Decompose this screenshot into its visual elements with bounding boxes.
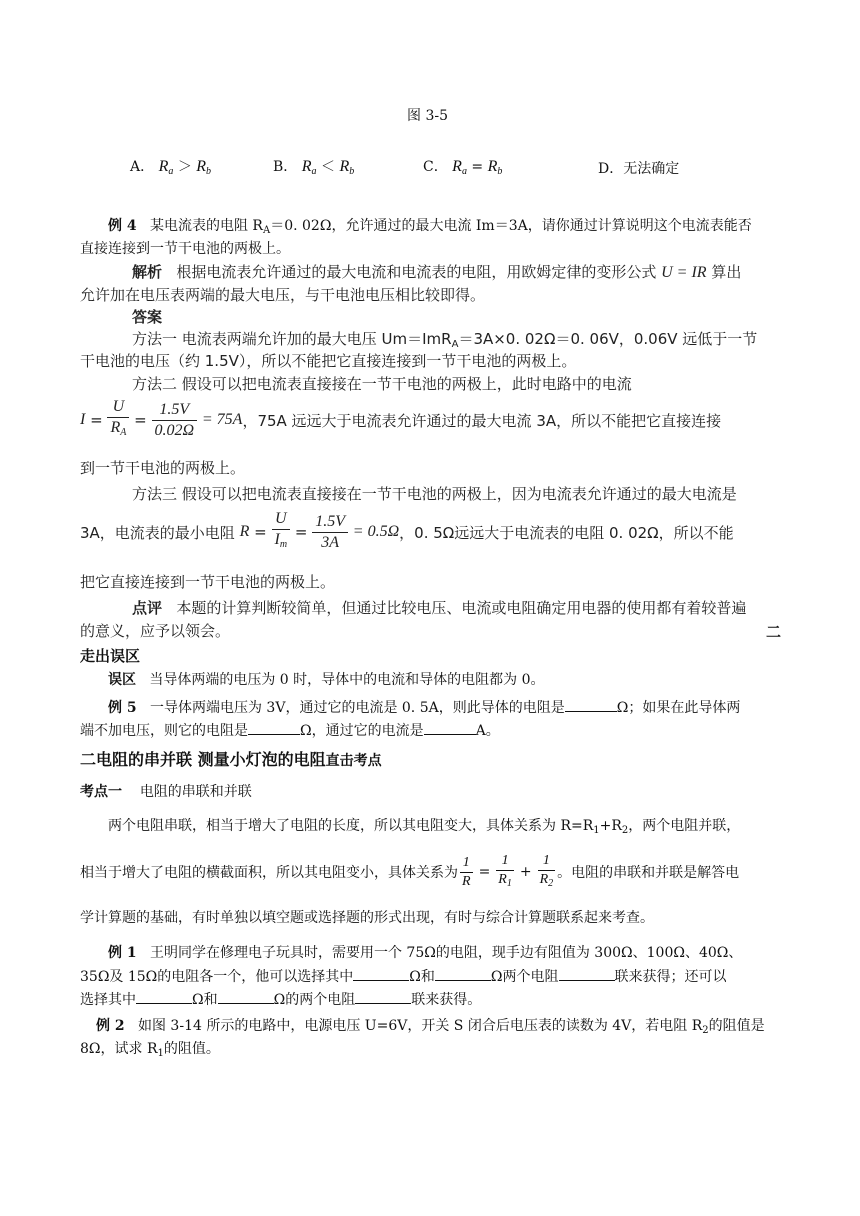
m2-frac2-num: 1.5V (152, 400, 198, 421)
misconception-heading: 走出误区 (80, 647, 141, 665)
m3-frac2-num: 1.5V (312, 512, 348, 533)
m2-eq2: = (134, 411, 147, 429)
m2-I: I (80, 411, 86, 428)
analysis-formula: U = IR (661, 264, 707, 281)
sp-frac-R (460, 854, 473, 891)
m2-frac1-den-main: R (110, 419, 121, 436)
example2-t2-sub: 1 (157, 1048, 164, 1059)
sp-frac-R2-den (538, 871, 556, 893)
kaodian1-text: 电阻的串联和并联 (139, 784, 252, 800)
example5-blank3[interactable] (424, 734, 476, 735)
sp-frac-R2-den-main: R (539, 871, 549, 887)
option-c-rhs-sub: b (497, 166, 503, 177)
example2-line2 (80, 1039, 785, 1064)
answer-m2-line3: 到一节干电池的两极上。 (80, 459, 246, 477)
m3-tail: ，0. 5Ω远远大于电流表的电阻 0. 02Ω，所以不能 (399, 523, 734, 542)
answer-m1a: 方法一 电流表两端允许加的最大电压 Um＝ImR (132, 330, 452, 348)
m2-result: = 75A (201, 411, 243, 428)
option-b-lhs: R (301, 158, 312, 175)
example5-t1: 一导体两端电压为 3V，通过它的电流是 0. 5A，则此导体的电阻是 (149, 700, 565, 716)
sp-p1b: +R (599, 818, 622, 834)
example5-blank1[interactable] (565, 711, 617, 712)
misconception-text: 当导体两端的电压为 0 时，导体中的电流和导体的电阻都为 0。 (149, 672, 545, 688)
option-c-lhs-sub: a (461, 166, 467, 177)
sp-line3: 学计算题的基础，有时单独以填空题或选择题的形式出现，有时与综合计算题联系起来考查。 (80, 910, 654, 926)
option-b-rhs: R (339, 158, 350, 175)
example5-t2: Ω；如果在此导体两 (616, 700, 741, 716)
sp-eq: = (478, 864, 491, 880)
comment-label: 点评 (132, 599, 163, 617)
example5-t3: 端不加电压，则它的电阻是 (80, 723, 248, 739)
sp-frac-R2-den-sub: 2 (548, 877, 554, 889)
answer-label: 答案 (132, 308, 163, 326)
m2-frac2-den: 0.02Ω (154, 421, 195, 439)
kaodian1-line (80, 781, 252, 801)
sp-p1-sub2: 2 (621, 825, 629, 836)
example5-t4: Ω，通过它的电流是 (300, 723, 424, 739)
example4-text1-sub: A (262, 225, 271, 236)
example1-blank1[interactable] (353, 980, 409, 981)
example5-line1 (80, 698, 785, 719)
option-c-op: = (471, 159, 484, 175)
option-b (273, 156, 354, 177)
comment-trail: 二 (766, 623, 782, 641)
option-a-op: ＞ (177, 159, 192, 175)
example1-blank5[interactable] (218, 1003, 274, 1004)
example4-text1a: 某电流表的电阻 R (149, 218, 263, 234)
m3-frac1-den (272, 530, 291, 555)
example2-t1-sub: 2 (702, 1025, 709, 1036)
m3-frac1 (272, 509, 291, 555)
sp-p2b: 。电阻的串联和并联是解答电 (557, 865, 740, 881)
sp-p1c: ，两个电阻并联， (628, 818, 741, 834)
answer-m1b: ＝3A×0. 02Ω＝0. 06V，0.06V 远低于一节 (458, 330, 758, 348)
example1-t3b: Ω和 (192, 992, 218, 1008)
sp-frac-R-num: 1 (460, 854, 473, 873)
example1-t2a: 35Ω及 15Ω的电阻各一个，他可以选择其中 (80, 969, 354, 985)
m3-frac1-num: U (272, 509, 291, 530)
example5-line2 (80, 721, 785, 742)
analysis-line2: 允许加在电压表两端的最大电压，与干电池电压相比较即得。 (80, 286, 486, 304)
example1-t1: 王明同学在修理电子玩具时，需要用一个 75Ω的电阻，现手边有阻值为 300Ω、100Ω、40Ω、 (149, 945, 743, 961)
example5-label: 例 5 (108, 700, 137, 716)
sp-frac-R1-den-sub: 1 (506, 877, 512, 889)
m2-tail: ，75A 远远大于电流表允许通过的最大电流 3A，所以不能把它直接连接 (242, 411, 722, 430)
example2-t1b: 的阻值是 (708, 1018, 765, 1034)
example1-t2c: Ω两个电阻 (490, 969, 559, 985)
example1-blank6[interactable] (355, 1003, 411, 1004)
option-a-rhs-sub: b (206, 166, 212, 177)
sp-p2a: 相当于增大了电阻的横截面积，所以其电阻变小，具体关系为 (80, 865, 458, 881)
sp-frac-R1-den-main: R (498, 871, 507, 887)
m3-frac2 (312, 512, 348, 553)
example2-label: 例 2 (96, 1018, 125, 1034)
example1-line2 (80, 967, 785, 988)
comment-line2: 的意义，应予以领会。 (80, 622, 231, 640)
m2-frac1 (107, 397, 129, 443)
comment-line1 (80, 598, 785, 619)
misconception-line (80, 670, 785, 691)
analysis-text1a: 根据电流表允许通过的最大电流和电流表的电阻，用欧姆定律的变形公式 (176, 263, 657, 281)
section2-title-suffix: 直击考点 (325, 753, 382, 769)
sp-frac-R1-num: 1 (496, 852, 514, 871)
option-b-op: ＜ (320, 159, 335, 175)
example1-blank4[interactable] (136, 1003, 192, 1004)
m3-R: R (239, 523, 250, 540)
section2-title-main: 二电阻的串并联 测量小灯泡的电阻 (80, 750, 326, 769)
example1-t3d: 联来获得。 (411, 992, 482, 1008)
example1-blank3[interactable] (559, 980, 615, 981)
misconception-label: 误区 (108, 672, 136, 688)
example5-blank2[interactable] (248, 734, 300, 735)
example1-t3c: Ω的两个电阻 (273, 992, 356, 1008)
example2-line1 (80, 1016, 785, 1041)
option-b-rhs-sub: b (349, 166, 355, 177)
example1-t2b: Ω和 (409, 969, 435, 985)
example2-t2b: 的阻值。 (163, 1041, 220, 1057)
answer-m2-formula-line (80, 396, 721, 444)
answer-m2-line1: 方法二 假设可以把电流表直接接在一节干电池的两极上，此时电路中的电流 (132, 375, 632, 393)
m2-frac1-num: U (107, 397, 129, 418)
example1-t2d: 联来获得；还可以 (614, 969, 727, 985)
m3-frac1-den-main: I (274, 531, 280, 548)
m2-eq1: = (90, 411, 103, 429)
comment-text1: 本题的计算判断较简单，但通过比较电压、电流或电阻确定用电器的使用都有着较普遍 (176, 599, 747, 617)
example2-t1a: 如图 3-14 所示的电路中，电源电压 U=6V，开关 S 闭合后电压表的读数为 4V，若电阻 R (137, 1018, 703, 1034)
option-a (130, 156, 211, 177)
figure-caption: 图 3-5 (407, 108, 448, 124)
sp-frac-R-den: R (462, 873, 471, 889)
example1-line3 (80, 990, 785, 1011)
m3-frac2-den: 3A (321, 533, 339, 551)
analysis-label: 解析 (132, 263, 163, 281)
analysis-text1b: 算出 (711, 263, 742, 281)
option-c (423, 156, 502, 177)
sp-frac-R1 (496, 852, 514, 893)
answer-m1-sub: A (451, 339, 459, 350)
sp-line2 (80, 850, 739, 894)
option-c-rhs: R (487, 158, 498, 175)
example1-line1 (80, 943, 785, 964)
sp-frac-R1-den (496, 871, 514, 893)
answer-m1-line2: 干电池的电压（约 1.5V），所以不能把它直接连接到一节干电池的两极上。 (80, 352, 577, 370)
example1-blank2[interactable] (435, 980, 491, 981)
example2-t2a: 8Ω，试求 R (80, 1041, 158, 1057)
m3-result: = 0.5Ω (352, 523, 400, 540)
option-a-rhs: R (196, 158, 207, 175)
option-c-lhs: R (452, 158, 462, 175)
answer-m3-formula-line (80, 508, 734, 556)
option-c-label: C． (423, 159, 448, 175)
example5-t5: A。 (475, 723, 500, 739)
sp-frac-R2-num: 1 (538, 852, 556, 871)
m2-frac2 (152, 400, 198, 441)
example1-label: 例 1 (108, 945, 137, 961)
option-b-lhs-sub: a (311, 166, 317, 177)
m3-frac1-den-sub: m (279, 539, 288, 550)
option-a-label: A． (130, 159, 155, 175)
sp-p1a: 两个电阻串联，相当于增大了电阻的长度，所以其电阻变大，具体关系为 R=R (108, 818, 594, 834)
m3-head: 3A，电流表的最小电阻 (80, 523, 235, 542)
example1-t3a: 选择其中 (80, 992, 136, 1008)
example4-line2: 直接连接到一节干电池的两极上。 (80, 241, 290, 257)
option-b-label: B． (273, 159, 298, 175)
option-a-lhs-sub: a (168, 166, 174, 177)
example4-label: 例 4 (108, 218, 137, 234)
option-a-lhs: R (158, 158, 169, 175)
section2-title (80, 747, 382, 770)
sp-p1-sub1: 1 (593, 825, 600, 836)
example4-line1 (80, 216, 785, 241)
m3-eq1: = (254, 523, 267, 541)
answer-m3-line1: 方法三 假设可以把电流表直接接在一节干电池的两极上，因为电流表允许通过的最大电流是 (132, 485, 737, 503)
sp-frac-R2 (538, 852, 556, 893)
example4-text1b: ＝0. 02Ω，允许通过的最大电流 Im＝3A，请你通过计算说明这个电流表能否 (270, 218, 752, 234)
sp-line1 (80, 816, 785, 841)
sp-plus: + (519, 864, 532, 880)
answer-m3-line3: 把它直接连接到一节干电池的两极上。 (80, 573, 336, 591)
m2-frac1-den-sub: A (120, 427, 127, 438)
m2-frac1-den (107, 418, 129, 443)
m3-eq2: = (294, 523, 308, 541)
option-d: D．无法确定 (598, 161, 680, 177)
kaodian1-label: 考点一 (80, 784, 122, 800)
analysis-line1 (80, 262, 785, 283)
